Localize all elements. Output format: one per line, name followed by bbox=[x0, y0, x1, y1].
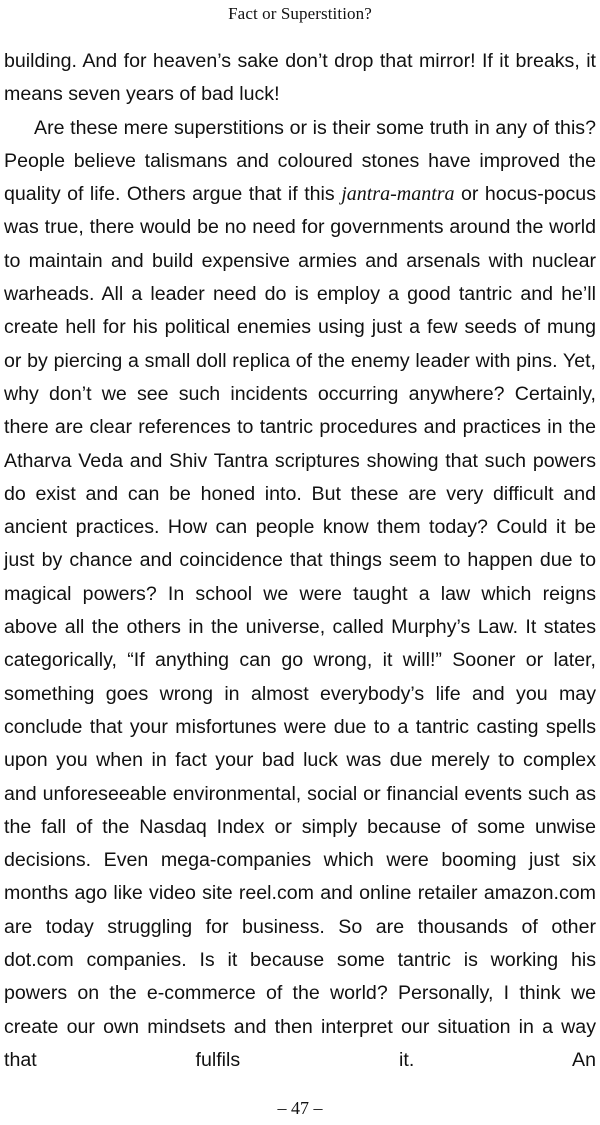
body-text bbox=[4, 45, 596, 1077]
paragraph-superstitions bbox=[4, 112, 596, 1078]
italic-term-jantra-mantra: jantra-mantra bbox=[341, 183, 455, 206]
paragraph-text-start: Are these mere superstitions or is their some truth in any of this? People believe talismans and coloured stones have improved the quality of life. Others argue that if this bbox=[4, 116, 596, 206]
page-number: – 47 – bbox=[277, 1098, 323, 1118]
paragraph-text-rest: or hocus-pocus was true, there would be no need for governments around the world to maintain and build expensive armies and arsenals with nuclear warheads. All a leader need do is employ a good tantric and he’ll create hell for his political enemies using just a few seeds of mung or by piercing a small doll replica of the enemy leader with pins. Yet, why don’t we see such incidents occurring anywhere? Certainly, there are clear references to tantric procedures and practices in the Atharva Veda and Shiv Tantra scriptures showing that such powers do exist and can be honed into. But these are very difficult and ancient practices. How can people know them today? Could it be just by chance and coincidence that things seem to happen due to magical powers? In school we were taught a law which reigns above all the others in the universe, called Murphy’s Law. It states categorically, “If anything can go wrong, it will!” Sooner or later, something goes wrong in almost everybody’s life and you may conclude that your misfortunes were due to a tantric casting spells upon you when in fact your bad luck was due merely to complex and unforeseeable environmental, social or financial events such as the fall of the Nasdaq Index or simply because of some unwise decisions. Even mega-companies which were booming just six months ago like video site reel.com and online retailer amazon.com are today struggling for business. So are thousands of other dot.com companies. Is it because some tantric is working his powers on the e-commerce of the world? Personally, I think we create our own mindsets and then interpret our situation in a way that fulfils it. An bbox=[4, 183, 597, 1071]
running-header: Fact or Superstition? bbox=[228, 4, 372, 23]
paragraph-continuation: building. And for heaven’s sake don’t drop that mirror! If it breaks, it means seven years of bad luck! bbox=[4, 50, 596, 106]
